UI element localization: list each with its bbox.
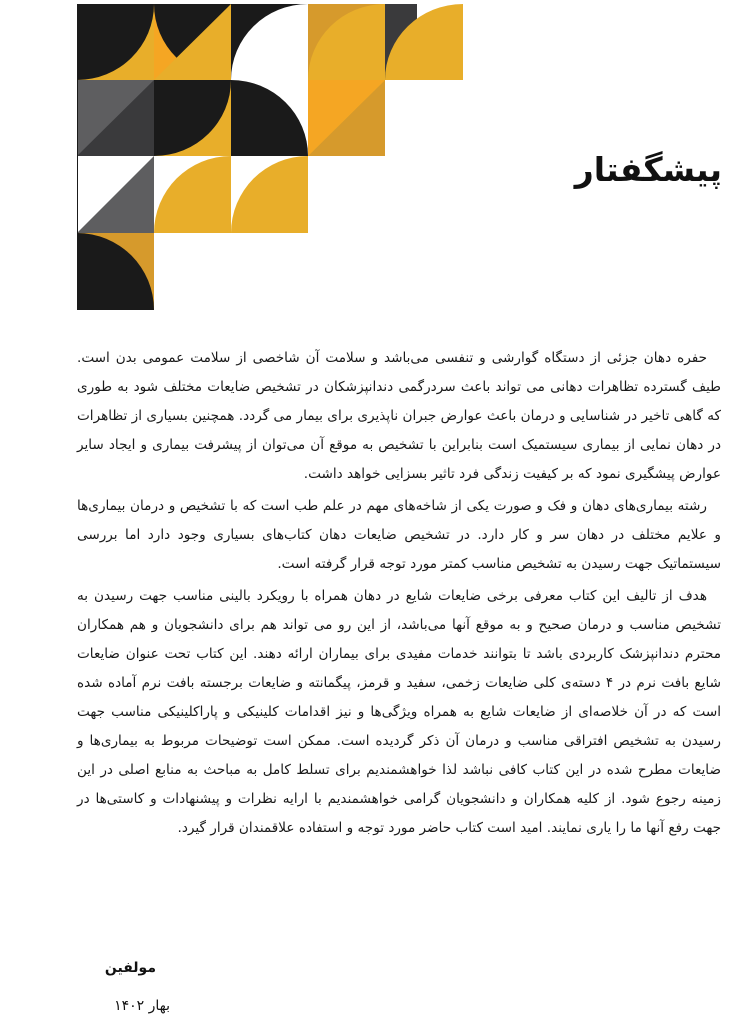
pattern-tile	[231, 4, 308, 80]
pattern-tile	[231, 80, 308, 156]
preface-body	[77, 344, 721, 846]
pattern-tile	[154, 80, 231, 156]
paragraph: حفره دهان جزئی از دستگاه گوارشی و تنفسی می‌باشد و سلامت آن شاخصی از سلامت عمومی بدن است. طیف گسترده تظاهرات دهانی می تواند باعث سردرگمی دندانپزشکان در تشخیص ضایعات مختلف شود به طوری که گاهی تاخیر در شناسایی و درمان باعث عوارض جبران ناپذیری برای بیمار می گردد. همچنین بسیاری از تظاهرات در دهان نمایی از بیماری سیستمیک است بنابراین با تشخیص به موقع آن می‌توان از پیشرفت بیماری و ایجاد سایر عوارض پیشگیری نمود که بر کیفیت زندگی فرد تاثیر بسزایی خواهد داشت.	[77, 350, 721, 482]
pattern-tile	[308, 80, 385, 156]
pattern-tile	[77, 156, 154, 233]
pattern-tile	[385, 4, 463, 80]
page-title: پیشگفتار	[574, 150, 722, 189]
paragraph: هدف از تالیف این کتاب معرفی برخی ضایعات شایع در دهان همراه با رویکرد بالینی مناسب جهت رسیدن به تشخیص مناسب و درمان صحیح و به موقع آنها می‌باشد، از این رو می تواند هم برای دانشجویان و هم همکاران محترم دندانپزشک کاربردی باشد تا بتوانند خدمات مفیدی برای بیماران ارائه دهند. این کتاب تحت عنوان ضایعات شایع بافت نرم در ۴ دسته‌ی کلی ضایعات زخمی، سفید و قرمز، پیگمانته و ضایعات برجسته بافت نرم آماده شده است که در آن خلاصه‌ای از ضایعات شایع به همراه ویژگی‌ها و نیز اقدامات کلینیکی و پاراکلینیکی مناسب جهت رسیدن به تشخیص افتراقی مناسب و درمان آن ذکر گردیده است. ممکن است توضیحات مربوط به بیماری‌ها و ضایعات مطرح شده در این کتاب کافی نباشد لذا خواهشمندیم برای تسلط کامل به مباحث به منابع اصلی در این زمینه رجوع شود. از کلیه همکاران و دانشجویان گرامی خواهشمندیم با ارایه نظرات و پیشنهادات و کاستی‌ها در جهت رفع آنها ما را یاری نمایند. امید است کتاب حاضر مورد توجه و استفاده علاقمندان قرار گیرد.	[77, 588, 721, 836]
authors-label: مولفین	[104, 960, 156, 976]
pattern-tile	[231, 156, 308, 233]
paragraph: رشته بیماری‌های دهان و فک و صورت یکی از شاخه‌های مهم در علم طب است که با تشخیص و درمان بیماری‌ها و علایم مختلف در دهان سر و کار دارد. در تشخیص ضایعات دهان کتاب‌های بسیاری وجود دارد اما بررسی سیستماتیک جهت رسیدن به تشخیص مناسب کمتر مورد توجه قرار گرفته است.	[77, 498, 721, 572]
signature-block	[60, 956, 170, 1018]
publication-date: بهار ۱۴۰۲	[114, 998, 170, 1014]
pattern-tile	[154, 156, 231, 233]
pattern-tile	[308, 4, 385, 80]
pattern-tile	[77, 80, 154, 156]
pattern-tile	[77, 4, 154, 80]
pattern-tile	[154, 4, 231, 80]
geometric-pattern-decoration	[77, 4, 463, 310]
pattern-tile	[77, 233, 154, 310]
